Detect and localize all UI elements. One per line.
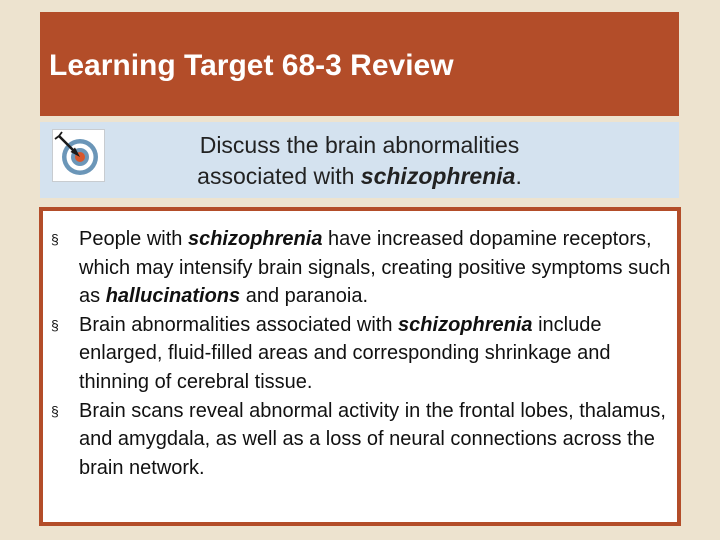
keyword-schizophrenia: schizophrenia	[398, 313, 533, 336]
bullet-text: Brain abnormalities associated with	[79, 313, 399, 336]
bullet-list	[51, 225, 673, 482]
content-box	[39, 207, 681, 526]
bullet-marker: §	[51, 316, 59, 333]
keyword-schizophrenia: schizophrenia	[187, 228, 323, 250]
bullet-text: include enlarged, fluid-filled areas and corresponding shrinkage and thinning of cerebral tissue.	[79, 313, 611, 393]
learning-target-line-2	[40, 161, 679, 192]
bullet-marker: §	[51, 402, 59, 419]
bullet-text: and paranoia.	[240, 285, 369, 308]
title-bar	[40, 12, 679, 116]
learning-target-line-1: Discuss the brain abnormalities	[199, 132, 520, 158]
keyword-hallucinations: hallucinations	[105, 285, 241, 308]
bullet-text: have increased dopamine receptors, which may intensify brain signals, creating positive symptoms such as	[79, 228, 671, 308]
bullet-text: Brain scans reveal abnormal activity in the frontal lobes, thalamus, and amygdala, as well as a loss of neural connections across the brain network.	[79, 399, 666, 479]
learning-target-suffix: .	[515, 163, 522, 189]
bullet-item	[51, 397, 673, 483]
slide-title: Learning Target 68-3 Review	[49, 49, 454, 82]
bullet-text: People with	[79, 228, 188, 250]
bullet-item	[51, 225, 673, 311]
bullet-marker: §	[51, 231, 59, 247]
learning-target-bar	[40, 122, 679, 198]
learning-target-prefix: associated with	[197, 163, 361, 189]
bullet-item	[51, 311, 673, 397]
learning-target-keyword: schizophrenia	[360, 163, 516, 189]
learning-target-text	[40, 130, 679, 192]
